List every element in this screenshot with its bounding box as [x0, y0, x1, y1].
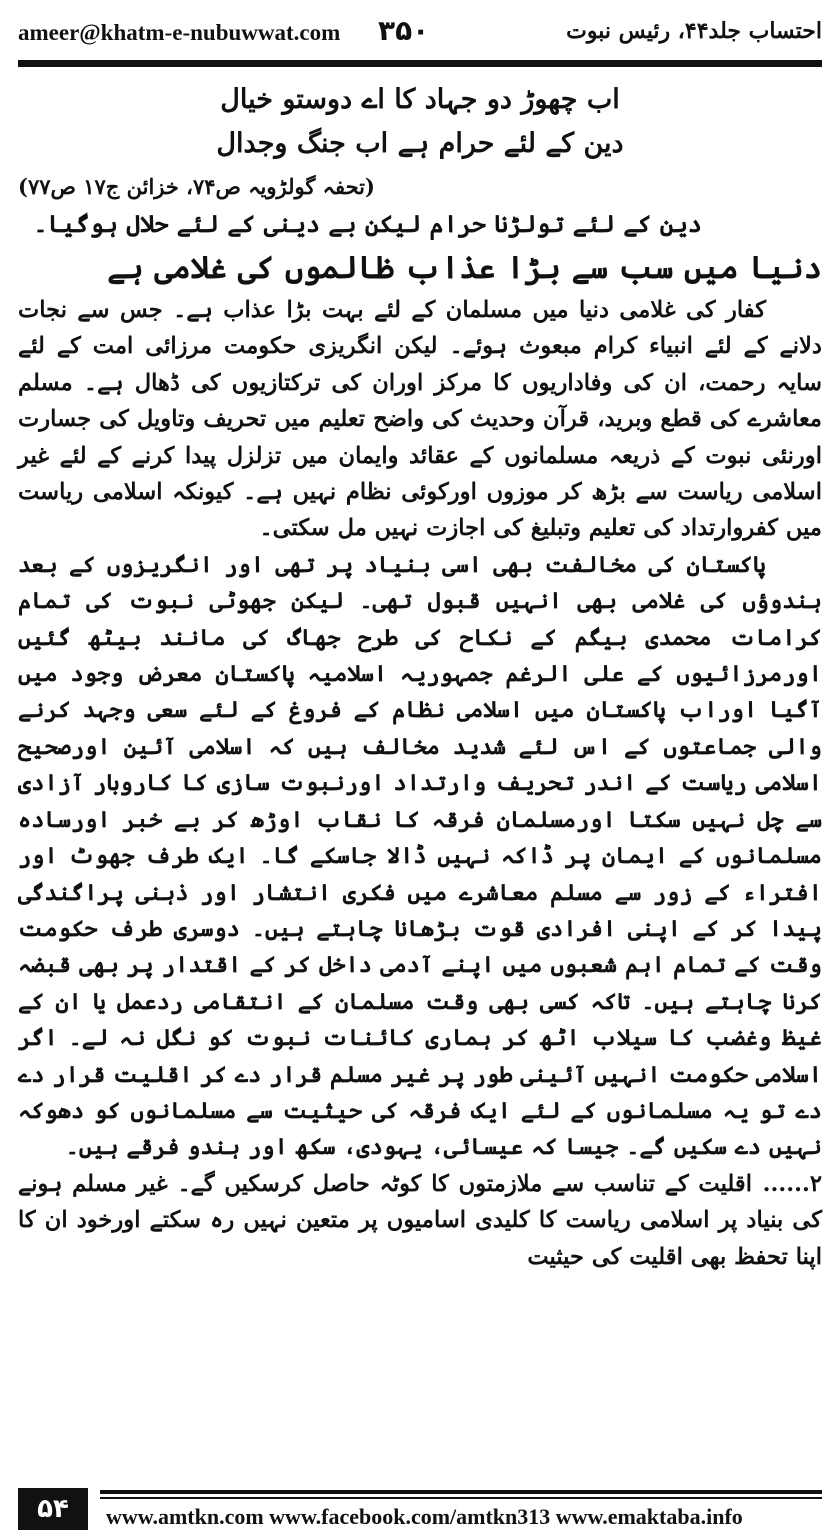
header-rule — [18, 60, 822, 67]
footer-rule-thin — [100, 1497, 822, 1499]
verse-line-2: دین کے لئے حرام ہے اب جنگ وجدال — [216, 128, 624, 159]
book-title: احتساب جلد۴۴، رئیس نبوت — [566, 18, 822, 44]
item-number: ۲...... — [762, 1170, 822, 1197]
page-number: ۳۵۰ — [378, 14, 430, 47]
numbered-item-2 — [18, 1166, 822, 1275]
footer-rule-thick — [100, 1490, 822, 1494]
citation-reference: (تحفہ گولڑویہ ص۷۴، خزائن ج۱۷ ص۷۷) — [18, 174, 375, 199]
footer-page-box: ۵۴ — [18, 1488, 88, 1530]
page-content — [18, 78, 822, 1275]
paragraph-1: کفار کی غلامی دنیا میں مسلمان کے لئے بہت بڑا عذاب ہے۔ جس سے نجات دلانے کے لئے انبیاء کرام مبعوث ہوئے۔ لیکن انگریزی حکومت مرزائی امت کے لئے سایہ رحمت، ان کی وفاداریوں کا مرکز اوران کی ترکتازیوں کی ڈھال ہے۔ مسلم معاشرے کی قطع وبرید، قرآن وحدیث کی واضح تعلیم میں تحریف وتاویل کی جسارت اورنئی نبوت کے ذریعہ مسلمانوں کے عقائد وایمان میں تزلزل پیدا کرنے کے لئے غیر اسلامی ریاست سے بڑھ کر موزوں اورکوئی نظام نہیں ہے۔ کیونکہ اسلامی ریاست میں کفروارتداد کی تعلیم وتبلیغ کی اجازت نہیں مل سکتی۔ — [18, 297, 822, 542]
item-text: اقلیت کے تناسب سے ملازمتوں کا کوٹہ حاصل کرسکیں گے۔ غیر مسلم ہونے کی بنیاد پر اسلامی ریاست کا کلیدی اسامیوں پر متعین نہیں رہ سکتے اورخود ان کا اپنا تحفظ بھی اقلیت کی حیثیت — [18, 1170, 822, 1270]
page-footer — [18, 1488, 822, 1532]
section-heading: دنیا میں سب سے بڑا عذاب ظالموں کی غلامی ہے — [107, 250, 822, 286]
email-address: ameer@khatm-e-nubuwwat.com — [18, 20, 341, 45]
summary-sentence: دین کے لئے تولڑنا حرام لیکن بے دینی کے لئے حلال ہوگیا۔ — [33, 209, 702, 238]
footer-links[interactable]: www.amtkn.com www.facebook.com/amtkn313 www.emaktaba.info — [106, 1504, 743, 1529]
page-header — [18, 14, 822, 54]
paragraph-2: پاکستان کی مخالفت بھی اسی بنیاد پر تھی اور انگریزوں کے بعد ہندوؤں کی غلامی بھی انہیں قبول تھی۔ لیکن جھوٹی نبوت کی تمام کرامات محمدی بیگم کے نکاح کی طرح جھاگ کی مانند بیٹھ گئیں اورمرزائیوں کے علی الرغم جمہوریہ اسلامیہ پاکستان معرض وجود میں آگیا اوراب پاکستان میں اسلامی نظام کے فروغ کے لئے سعی وجہد کرنے والی جماعتوں کے اس لئے شدید مخالف ہیں کہ اسلامی آئین اورصحیح اسلامی ریاست کے اندر تحریف وارتداد اورنبوت سازی کا کاروبار آزادی سے چل نہیں سکتا اورمسلمان فرقہ کا نقاب اوڑھ کر بے خبر اورسادہ مسلمانوں کے ایمان پر ڈاکہ نہیں ڈالا جاسکے گا۔ ایک طرف جھوٹ اور افتراء کے زور سے مسلم معاشرے میں فکری انتشار اور ذہنی پراگندگی پیدا کر کے اپنی افرادی قوت بڑھانا چاہتے ہیں۔ دوسری طرف حکومت وقت کے تمام اہم شعبوں میں اپنے آدمی داخل کر کے اقتدار پر بھی قبضہ کرنا چاہتے ہیں۔ تاکہ کسی بھی وقت مسلمان کے انتقامی ردعمل یا ان کے غیظ وغضب کا سیلاب اٹھ کر ہماری کائنات نبوت کو نگل نہ لے۔ اگر اسلامی حکومت انہیں آئینی طور پر غیر مسلم قرار دے کر اقلیت قرار دے دے تو یہ مسلمانوں کے لئے ایک فرقہ کی حیثیت سے مسلمانوں کو دھوکہ نہیں دے سکیں گے۔ جیسا کہ عیسائی، یہودی، سکھ اور ہندو فرقے ہیں۔ — [18, 551, 822, 1161]
verse-line-1: اب چھوڑ دو جہاد کا اے دوستو خیال — [220, 84, 620, 115]
